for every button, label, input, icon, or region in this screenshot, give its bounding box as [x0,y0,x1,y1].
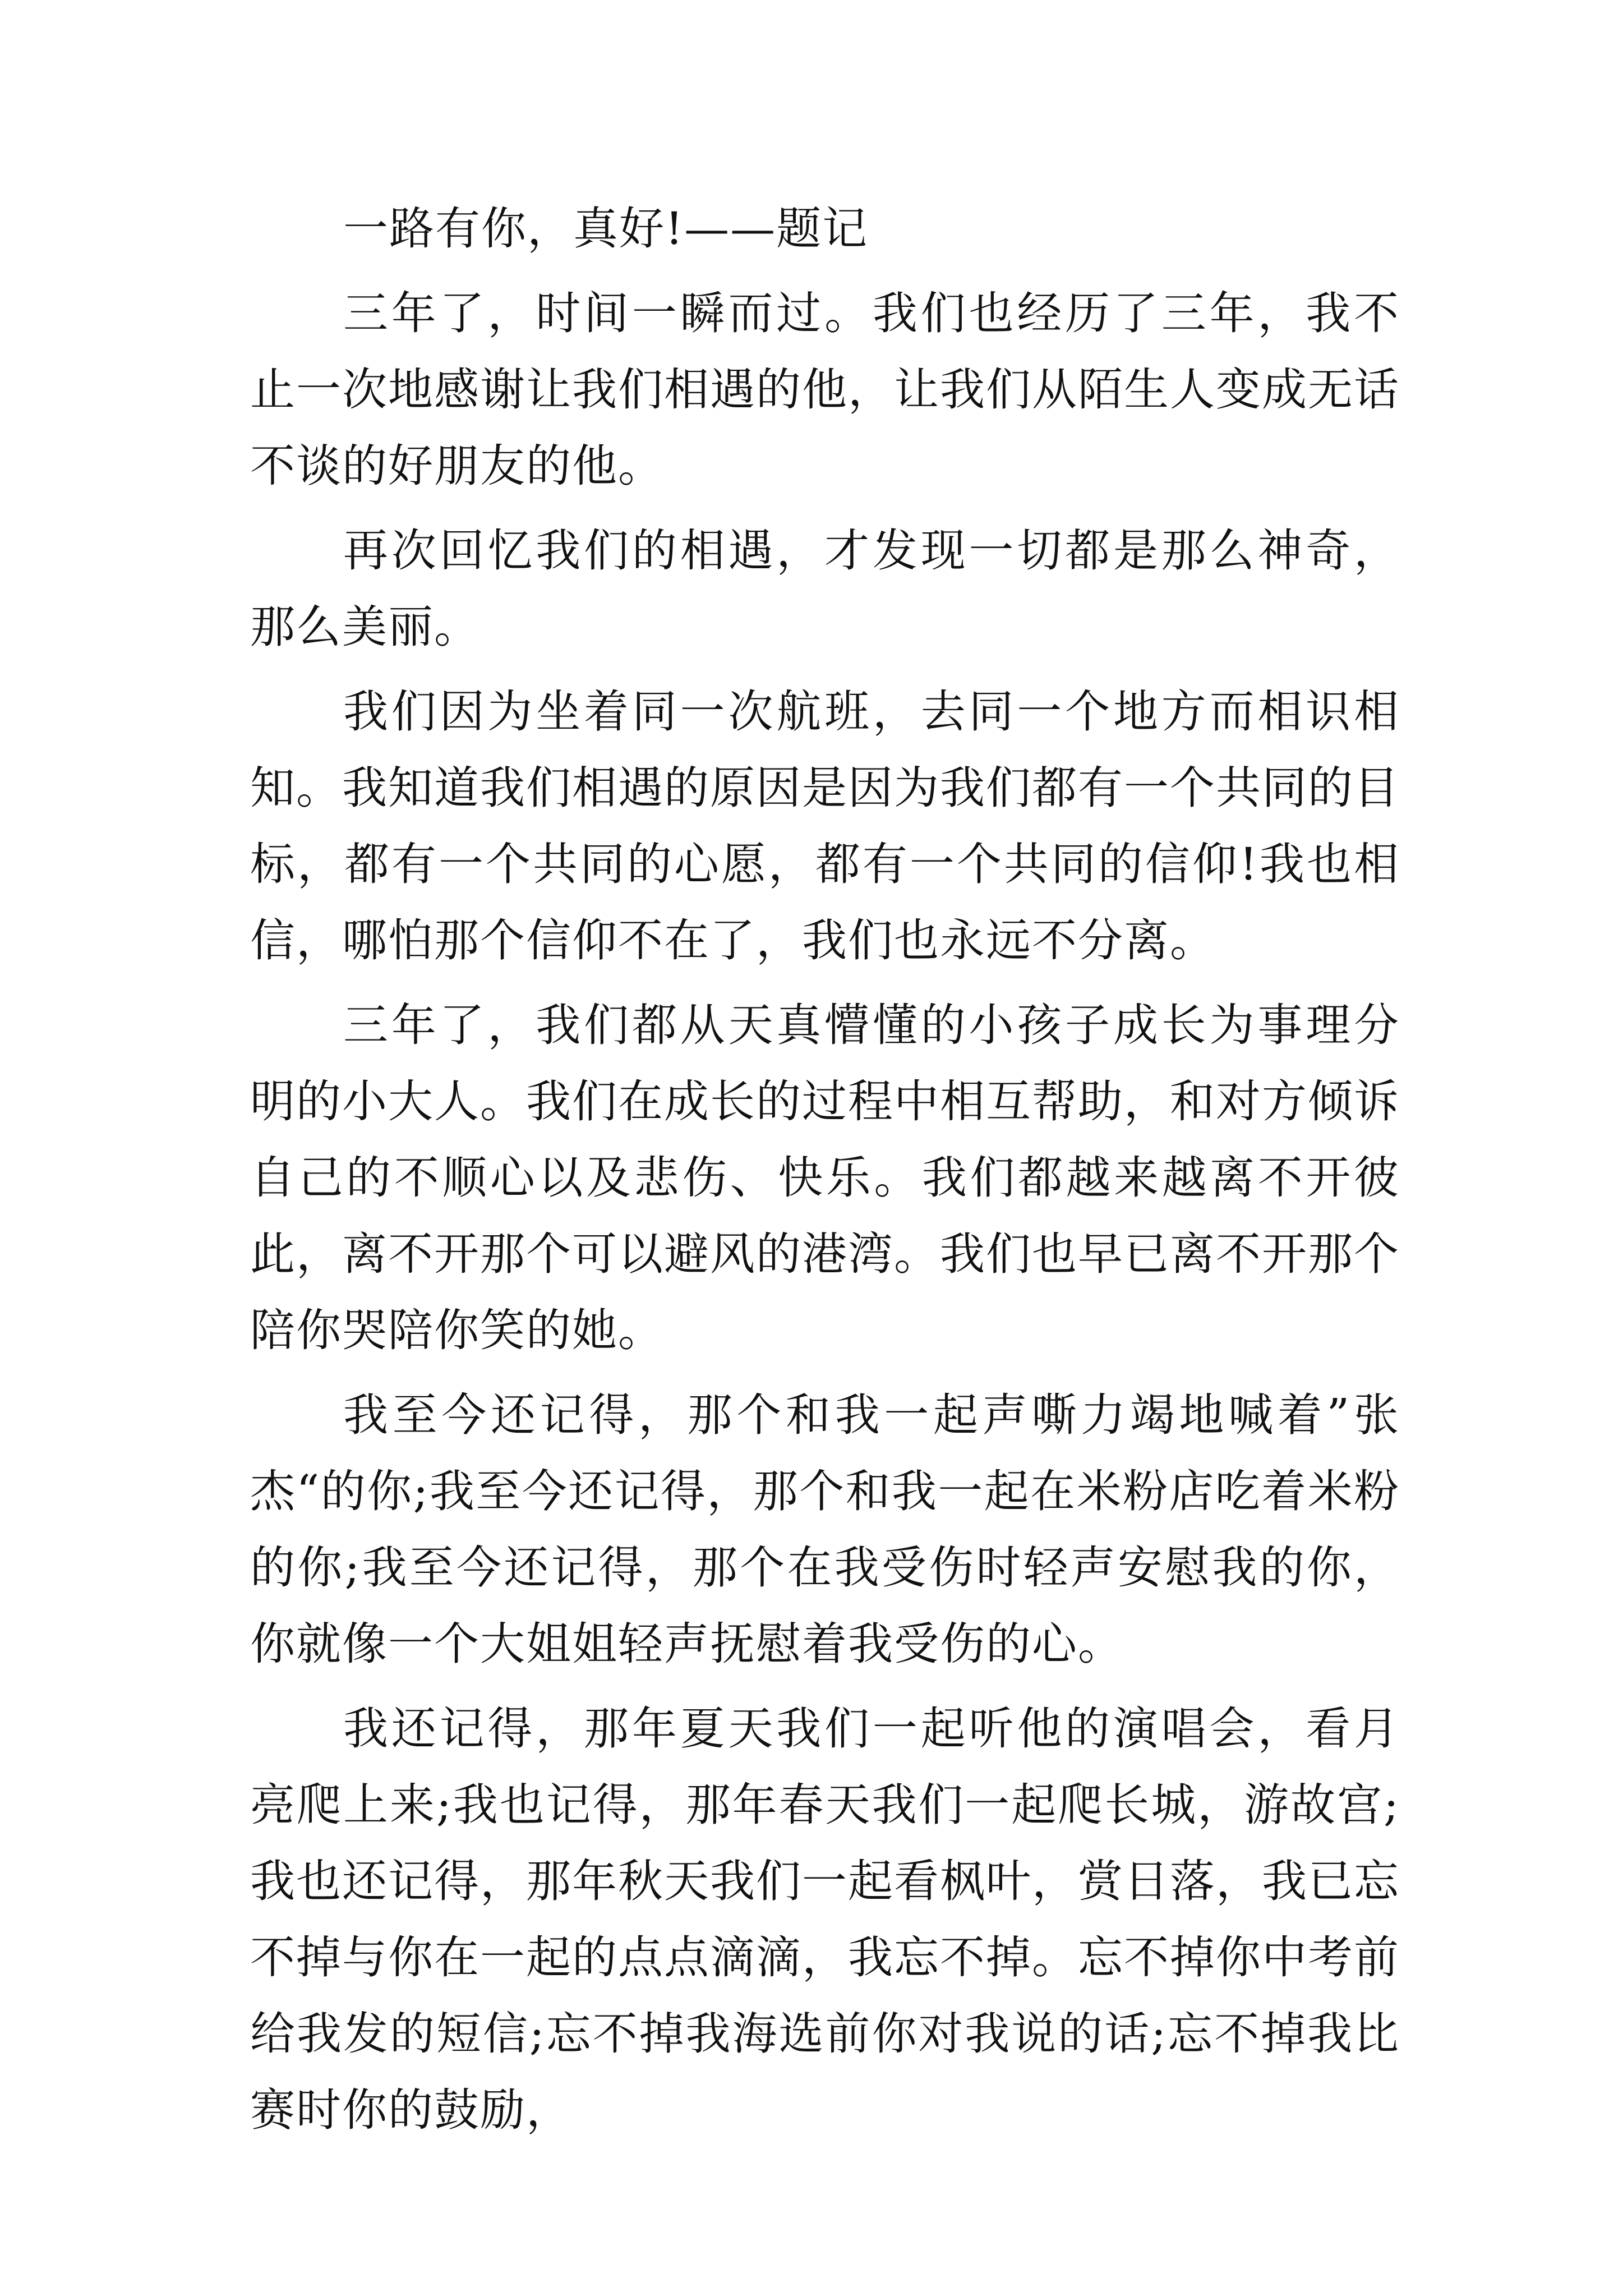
document-body [250,191,1400,2157]
paragraph-epigraph: 一路有你，真好!——题记 [343,203,869,255]
paragraph: 我还记得，那年夏天我们一起听他的演唱会，看月亮爬上来;我也记得，那年春天我们一起爬长城，游故宫;我也还记得，那年秋天我们一起看枫叶，赏日落，我已忘不掉与你在一起的点点滴滴，我忘不掉。忘不掉你中考前给我发的短信;忘不掉我海选前你对我说的话;忘不掉我比赛时你的鼓励， [250,1703,1400,2136]
paragraph: 我至今还记得，那个和我一起声嘶力竭地喊着”张杰“的你;我至今还记得，那个和我一起在米粉店吃着米粉的你;我至今还记得，那个在我受伤时轻声安慰我的你，你就像一个大姐姐轻声抚慰着我受伤的心。 [250,1389,1400,1670]
paragraph: 我们因为坐着同一次航班，去同一个地方而相识相知。我知道我们相遇的原因是因为我们都有一个共同的目标，都有一个共同的心愿，都有一个共同的信仰!我也相信，哪怕那个信仰不在了，我们也永远不分离。 [250,685,1400,967]
paragraph: 三年了，我们都从天真懵懂的小孩子成长为事理分明的小大人。我们在成长的过程中相互帮助，和对方倾诉自己的不顺心以及悲伤、快乐。我们都越来越离不开彼此，离不开那个可以避风的港湾。我们也早已离不开那个陪你哭陪你笑的她。 [250,999,1400,1356]
paragraph: 再次回忆我们的相遇，才发现一切都是那么神奇，那么美丽。 [250,524,1400,653]
paragraph: 三年了，时间一瞬而过。我们也经历了三年，我不止一次地感谢让我们相遇的他，让我们从陌生人变成无话不谈的好朋友的他。 [250,287,1400,492]
